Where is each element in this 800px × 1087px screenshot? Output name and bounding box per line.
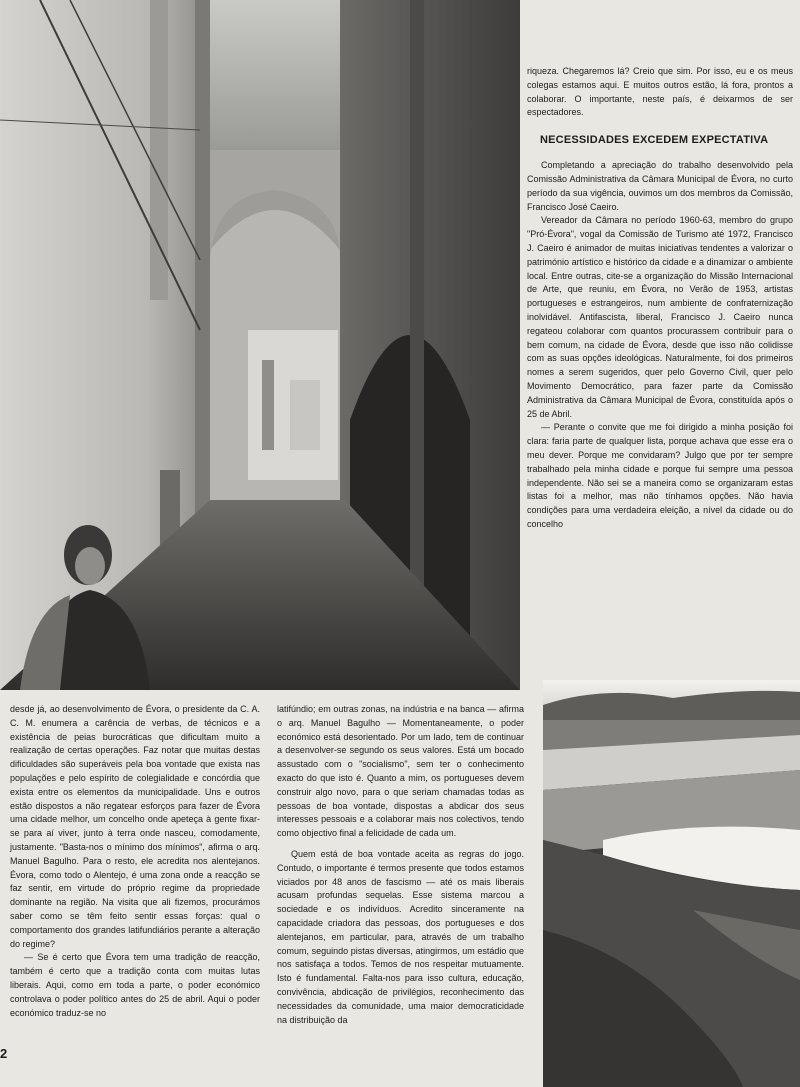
page-number: 2	[0, 1046, 8, 1061]
paragraph: latifúndio; em outras zonas, na indústria e na banca — afirma o arq. Manuel Bagulho — Momentaneamente, o poder económico está desorientado. Por um lado, tem de continuar a desenvolver-se segundo os seus valores. Está um bocado assustado com o "socialismo", sem ter o conhecimento exacto do que isto é. Quanto a mim, os portugueses devem construir algo novo, para o que seriam chamadas todas as pessoas de boa vontade, dispostas a abdicar dos seus interesses pessoais e a colaborar mais nos colectivos, tendo como objectivo final a felicidade de cada um.	[277, 704, 524, 839]
paragraph: — Se é certo que Évora tem uma tradição de reacção, também é certo que a tradição conta com muitas lutas liberais. Aqui, como em toda a parte, o poder económico controlava o poder político antes do 25 de abril. Aqui o poder económico traduz-se no	[10, 952, 260, 1018]
paragraph: — Perante o convite que me foi dirigido a minha posição foi clara: faria parte de qualquer lista, porque achava que esse era o meu dever. Porque me convidaram? Julgo que por ter sempre trabalhado pela minha cidade e porque fui sempre uma pessoa independente. Não sei se a maneira como se organizaram estas listas foi a melhor, mas não tínhamos opções. Não havia condições para uma verdadeira eleição, a nível da cidade ou do concelho	[527, 422, 793, 529]
section-heading: NECESSIDADES EXCEDEM EXPECTATIVA	[540, 134, 769, 147]
paragraph: desde já, ao desenvolvimento de Évora, o presidente da C. A. C. M. enumera a carência de verbas, de técnicos e a existência de peias burocráticas que dificultam muito a realização de certas operações. Faz notar que muitas destas dificuldades são superáveis pela boa vontade que exista nas populações e pelo espírito de colegialidade e concórdia que exista entre os elementos da municipalidade. Uns e outros estão dispostos a não regatear esforços para fazer de Évora uma cidade melhor, um concelho onde apeteça à gente fixar-se para aí viver, junto à terra onde nasceu, comodamente, justamente. "Basta-nos o mínimo dos mínimos", afirma o arq. Manuel Bagulho. Para o resto, ele acredita nos alentejanos. Évora, como todo o Alentejo, é uma zona onde a reacção se faz sentir, em virtude do próprio regime da propriedade dominante na região. Na visita que ali fizemos, procurámos saber como se têm feito sentir essas forças: qual o comportamento dos grandes latifundiários perante a alteração do regime?	[10, 704, 260, 949]
paragraph: Completando a apreciação do trabalho desenvolvido pela Comissão Administrativa da Câmara Municipal de Évora, no curto período da sua vigência, ouvimos um dos membros da Comissão, Francisco José Caeiro.	[527, 160, 793, 212]
paragraph: riqueza. Chegaremos lá? Creio que sim. Por isso, eu e os meus colegas estamos aqui. E muitos outros estão, lá fora, prontos a colaborar. O importante, neste país, é deixarmos de ser espectadores.	[527, 66, 793, 118]
paragraph: Quem está de boa vontade aceita as regras do jogo. Contudo, o importante é termos presente que todos estamos viciados por 48 anos de fascismo — até os mais liberais acusam profundas sequelas. Esse sistema marcou a sociedade e os indivíduos. Acredito sinceramente na capacidade criadora das pessoas, dos portugueses e dos alentejanos, em particular, para, através de um trabalho comum, seguindo pistas diversas, atingirmos, um estádio que nos satisfaça a todos. Temos de nos respeitar mutuamente. Isto é fundamental. Falta-nos para isso cultura, educação, convivência, abdicação de privilégios, reconhecimento das necessidades da comunidade, uma maior democraticidade na distribuição da	[277, 848, 524, 1025]
bottom-middle-text-column	[277, 703, 524, 1027]
landscape-photo	[543, 680, 800, 1087]
bottom-left-text-column	[10, 703, 260, 1020]
paragraph: Vereador da Câmara no período 1960-63, membro do grupo "Pró-Évora", vogal da Comissão de Turismo até 1972, Francisco J. Caeiro é animador de muitas iniciativas tendentes a valorizar o património artístico e histórico da cidade e a dinamizar o ambiente local. Entre outras, cite-se a organização do Missão Internacional de Arte, que reuniu, em Évora, no Verão de 1953, artistas portugueses e estrangeiros, num ambiente de confraternização inolvidável. Antifascista, liberal, Francisco J. Caeiro nunca regateou colaborar com quantos procurassem contribuir para o bem comum, na cidade de Évora, desde que isso não colidisse com as suas opções ideológicas. Naturalmente, foi dos primeiros nomes a serem sugeridos, quer pelo Governo Civil, quer pelo Movimento Democrático, para fazer parte da Comissão Administrativa da Câmara Municipal de Évora, constituída após o 25 de Abril.	[527, 215, 793, 419]
street-photo	[0, 0, 520, 690]
right-text-column	[527, 65, 793, 532]
